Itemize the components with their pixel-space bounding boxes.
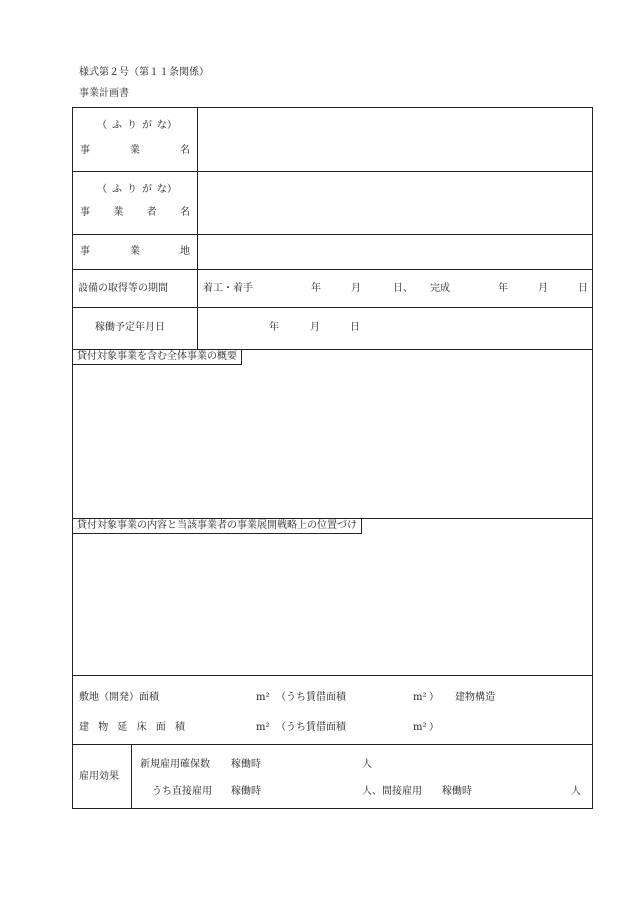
operation-year-unit: 年 [269, 322, 279, 333]
completion-month-unit: 月 [538, 283, 548, 294]
new-hires-unit: 人 [362, 759, 372, 770]
indirect-unit: 人 [571, 786, 581, 797]
start-month-unit: 月 [351, 283, 361, 294]
floor-area-label: 建 物 延 床 面 積 [79, 722, 185, 733]
start-year-unit: 年 [311, 283, 321, 294]
positioning-section-label: 貸付対象事業の内容と当該事業者の事業展開戦略上の位置づけ [73, 519, 362, 534]
site-area-label: 敷地（開発）面積 [79, 692, 159, 703]
operation-month-unit: 月 [310, 322, 320, 333]
operation-date-label: 稼働予定年月日 [95, 322, 165, 333]
floor-lease-close: ） [429, 722, 439, 733]
indirect-hire-label: 人、間接雇用 [362, 786, 422, 797]
overview-section-label: 貸付対象事業を含む全体事業の概要 [73, 350, 242, 365]
building-structure-label: 建物構造 [455, 692, 495, 703]
floor-lease-unit: m² [413, 722, 427, 733]
start-label: 着工・着手 [203, 283, 253, 294]
site-lease-close: ） [429, 692, 439, 703]
business-name-label: 事 業 名 [80, 145, 190, 156]
floor-area-unit: m² [256, 722, 270, 733]
operator-name-label: 事 業 者 名 [80, 207, 190, 218]
business-location-field[interactable] [199, 236, 591, 268]
completion-year-unit: 年 [498, 283, 508, 294]
operator-name-field[interactable] [199, 173, 591, 233]
completion-day-unit: 日 [578, 283, 588, 294]
document-title: 事業計画書 [79, 88, 129, 99]
site-lease-label: （うち賃借面積 [276, 692, 346, 703]
direct-hire-label: うち直接雇用 [152, 786, 212, 797]
start-day-unit: 日、 [393, 283, 413, 294]
completion-label: 完成 [430, 283, 450, 294]
business-location-label: 事 業 地 [80, 246, 190, 257]
floor-lease-label: （うち賃借面積 [276, 722, 346, 733]
business-name-field[interactable] [199, 109, 591, 170]
site-lease-unit: m² [413, 692, 427, 703]
operator-name-furigana: （ ふ り が な） [97, 184, 177, 195]
operation-day-unit: 日 [350, 322, 360, 333]
direct-operation-label: 稼働時 [231, 786, 261, 797]
new-hires-label: 新規雇用確保数 [140, 759, 210, 770]
employment-label: 雇用効果 [79, 771, 119, 782]
positioning-field[interactable] [74, 537, 590, 673]
new-hires-operation-label: 稼働時 [231, 759, 261, 770]
overview-field[interactable] [74, 368, 590, 516]
form-number: 様式第２号（第１１条関係） [79, 67, 209, 78]
acquisition-period-label: 設備の取得等の期間 [78, 283, 168, 294]
indirect-operation-label: 稼働時 [442, 786, 472, 797]
business-name-furigana: （ ふ り が な） [97, 120, 177, 131]
site-area-unit: m² [256, 692, 270, 703]
